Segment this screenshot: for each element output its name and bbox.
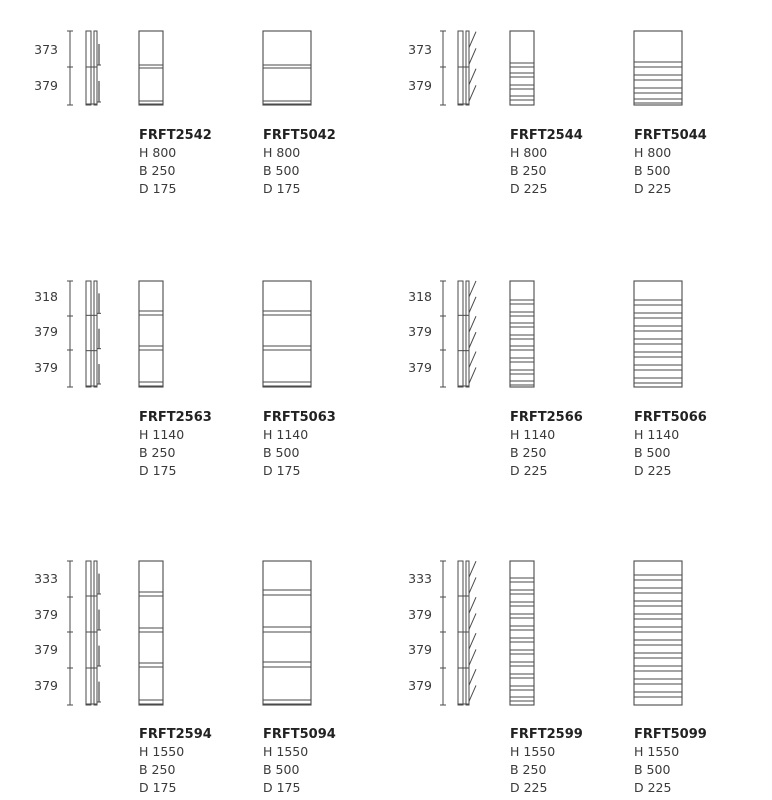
width-spec: B 500 (634, 762, 671, 777)
dimension-label: 318 (34, 289, 58, 304)
height-spec: H 1140 (510, 427, 556, 442)
product-spec (263, 727, 336, 795)
product-spec (510, 410, 583, 478)
front-view-wide (263, 31, 311, 105)
product-spec (139, 410, 212, 478)
depth-spec: D 225 (510, 181, 548, 196)
product-spec (139, 128, 212, 196)
dimension-label: 379 (408, 607, 432, 622)
front-view-wide (634, 31, 682, 105)
product-spec (263, 128, 336, 196)
front-view-wide (634, 561, 682, 705)
product-row (34, 31, 707, 196)
product-code: FRFT5044 (634, 128, 707, 143)
depth-spec: D 225 (510, 780, 548, 795)
side-view-angled-shelf (469, 649, 476, 665)
front-view-frame (510, 281, 534, 387)
angled-shelf-group (408, 281, 707, 478)
dimension-label: 318 (408, 289, 432, 304)
side-view-back (466, 31, 469, 105)
front-view-frame (634, 561, 682, 705)
product-spec (634, 128, 707, 196)
width-spec: B 500 (263, 163, 300, 178)
front-view-narrow (510, 281, 534, 387)
dimension-label: 379 (408, 678, 432, 693)
side-view-angled-shelf (469, 316, 476, 332)
product-spec (510, 128, 583, 196)
width-spec: B 500 (263, 445, 300, 460)
side-view-rail (458, 281, 463, 387)
side-view-angled-shelf (469, 685, 476, 701)
width-spec: B 500 (263, 762, 300, 777)
side-view-angled-shelf (469, 561, 476, 577)
front-view-narrow (510, 561, 534, 705)
side-view-rail (86, 561, 91, 705)
side-view-rail (86, 31, 91, 105)
depth-spec: D 225 (634, 463, 672, 478)
height-spec: H 1140 (634, 427, 680, 442)
dimension-label: 379 (34, 607, 58, 622)
depth-spec: D 175 (263, 780, 301, 795)
product-spec (634, 727, 707, 795)
front-view-frame (634, 31, 682, 105)
dimension-label: 333 (408, 571, 432, 586)
side-view-back (466, 561, 469, 705)
front-view-wide (634, 281, 682, 387)
product-code: FRFT2563 (139, 410, 212, 425)
front-view-narrow (139, 31, 163, 105)
width-spec: B 250 (510, 445, 547, 460)
product-spec (634, 410, 707, 478)
front-view-wide (263, 281, 311, 387)
product-spec (510, 727, 583, 795)
dimension-label: 379 (34, 642, 58, 657)
side-view-angled-shelf (469, 69, 476, 85)
width-spec: B 250 (510, 163, 547, 178)
depth-spec: D 175 (139, 780, 177, 795)
product-code: FRFT2542 (139, 128, 212, 143)
product-code: FRFT5042 (263, 128, 336, 143)
front-view-narrow (510, 31, 534, 105)
front-view-frame (139, 281, 163, 387)
side-view-angled-shelf (469, 48, 476, 64)
height-spec: H 1550 (139, 744, 185, 759)
front-view-frame (139, 561, 163, 705)
dimension-label: 373 (408, 42, 432, 57)
side-view-rail (458, 31, 463, 105)
dimension-label: 333 (34, 571, 58, 586)
width-spec: B 250 (139, 762, 176, 777)
height-spec: H 800 (263, 145, 301, 160)
product-code: FRFT2599 (510, 727, 583, 742)
side-view-angled-shelf (469, 367, 476, 383)
dimension-label: 379 (34, 78, 58, 93)
side-view-angled-shelf (469, 669, 476, 685)
dimension-label: 379 (408, 642, 432, 657)
front-view-frame (510, 561, 534, 705)
width-spec: B 250 (139, 163, 176, 178)
product-code: FRFT5063 (263, 410, 336, 425)
front-view-narrow (139, 281, 163, 387)
depth-spec: D 225 (634, 181, 672, 196)
product-code: FRFT5094 (263, 727, 336, 742)
side-view-angled-shelf (469, 352, 476, 368)
product-code: FRFT5066 (634, 410, 707, 425)
height-spec: H 1140 (139, 427, 185, 442)
dimension-label: 379 (408, 360, 432, 375)
front-view-frame (263, 561, 311, 705)
side-view-angled-shelf (469, 613, 476, 629)
front-view-frame (510, 31, 534, 105)
depth-spec: D 175 (263, 181, 301, 196)
product-spec (263, 410, 336, 478)
height-spec: H 800 (139, 145, 177, 160)
flat-shelf-group (34, 561, 336, 795)
product-row (34, 281, 707, 478)
flat-shelf-group (34, 31, 336, 196)
width-spec: B 250 (510, 762, 547, 777)
product-code: FRFT2566 (510, 410, 583, 425)
height-spec: H 1550 (510, 744, 556, 759)
front-view-frame (634, 281, 682, 387)
depth-spec: D 175 (139, 463, 177, 478)
width-spec: B 500 (634, 445, 671, 460)
product-spec (139, 727, 212, 795)
product-code: FRFT2544 (510, 128, 583, 143)
angled-shelf-group (408, 561, 707, 795)
side-view-angled-shelf (469, 633, 476, 649)
depth-spec: D 175 (139, 181, 177, 196)
depth-spec: D 225 (634, 780, 672, 795)
side-view-rail (86, 281, 91, 387)
dimension-label: 379 (408, 78, 432, 93)
product-code: FRFT2594 (139, 727, 212, 742)
angled-shelf-group (408, 31, 707, 196)
depth-spec: D 225 (510, 463, 548, 478)
dimension-label: 379 (34, 324, 58, 339)
height-spec: H 1550 (263, 744, 309, 759)
side-view-back (94, 561, 97, 705)
dimension-label: 379 (34, 678, 58, 693)
side-view-angled-shelf (469, 32, 476, 48)
side-view-angled-shelf (469, 281, 476, 297)
width-spec: B 250 (139, 445, 176, 460)
side-view-angled-shelf (469, 577, 476, 593)
side-view-angled-shelf (469, 332, 476, 348)
front-view-frame (263, 281, 311, 387)
dimension-label: 373 (34, 42, 58, 57)
side-view-rail (458, 561, 463, 705)
dimension-label: 379 (408, 324, 432, 339)
width-spec: B 500 (634, 163, 671, 178)
product-row (34, 561, 707, 795)
side-view-angled-shelf (469, 597, 476, 613)
height-spec: H 800 (634, 145, 672, 160)
front-view-narrow (139, 561, 163, 705)
height-spec: H 800 (510, 145, 548, 160)
side-view-back (94, 31, 97, 105)
side-view-angled-shelf (469, 297, 476, 313)
dimension-label: 379 (34, 360, 58, 375)
side-view-angled-shelf (469, 85, 476, 101)
height-spec: H 1140 (263, 427, 309, 442)
side-view-back (94, 281, 97, 387)
front-view-wide (263, 561, 311, 705)
flat-shelf-group (34, 281, 336, 478)
side-view-back (466, 281, 469, 387)
height-spec: H 1550 (634, 744, 680, 759)
depth-spec: D 175 (263, 463, 301, 478)
product-code: FRFT5099 (634, 727, 707, 742)
